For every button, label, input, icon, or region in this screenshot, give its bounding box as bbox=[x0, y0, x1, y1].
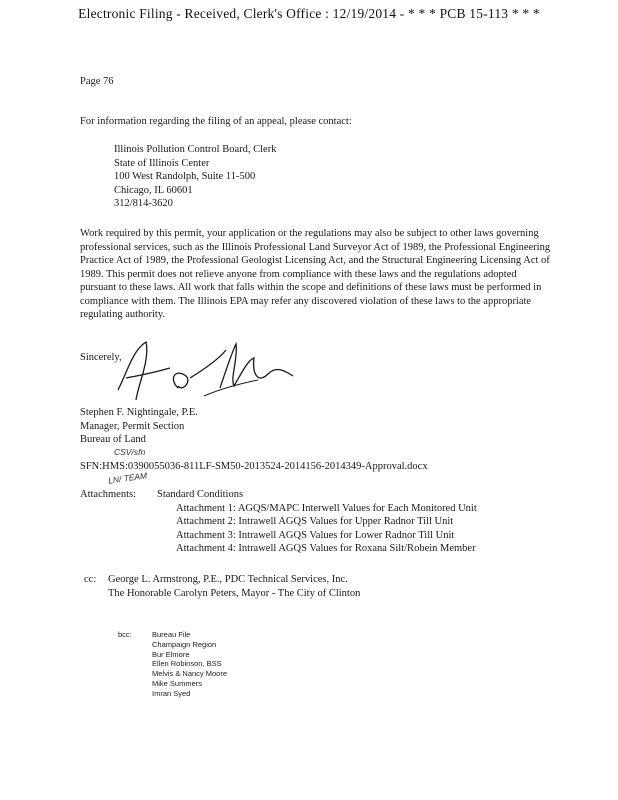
bcc-name: Melvis & Nancy Moore bbox=[152, 669, 228, 679]
bcc-name: Bureau File bbox=[152, 630, 191, 639]
attachment-item: Attachment 1: AGQS/MAPC Interwell Values for Each Monitored Unit bbox=[176, 502, 477, 514]
attachments-block bbox=[80, 488, 477, 556]
appeal-intro: For information regarding the filing of an appeal, please contact: bbox=[80, 116, 352, 127]
cc-block bbox=[84, 573, 360, 600]
professional-services-notice: Work required by this permit, your application or the regulations may also be subject to other laws governing professional services, such as the Illinois Professional Land Surveyor Act of 1989, the Professional Engineering Practice Act of 1989, the Professional Geologist Licensing Act, and the Structural Engineering Licensing Act of 1989. This permit does not relieve anyone from compliance with these laws and the regulations adopted pursuant to these laws. All work that falls within the scope and definitions of these laws must be performed in compliance with them. The Illinois EPA may refer any discovered violation of these laws to the appropriate regulating authority. bbox=[80, 228, 551, 320]
handwritten-note: LN/ TEAM bbox=[107, 470, 148, 486]
signer-title: Manager, Permit Section bbox=[80, 420, 185, 432]
bcc-list bbox=[152, 630, 227, 699]
address-line: 100 West Randolph, Suite 11-500 bbox=[114, 171, 256, 182]
attachment-item: Standard Conditions bbox=[157, 489, 244, 500]
attachment-item: Attachment 4: Intrawell AGQS Values for Roxana Silt/Robein Member bbox=[176, 543, 476, 554]
bcc-name: Bur Elmore bbox=[152, 649, 190, 659]
address-line: Illinois Pollution Control Board, Clerk bbox=[114, 144, 277, 155]
signer-bureau: Bureau of Land bbox=[80, 434, 146, 445]
bcc-name: Champaign Region bbox=[152, 639, 217, 649]
attachments-label: Attachments: bbox=[80, 489, 136, 500]
filing-stamp-header: Electronic Filing - Received, Clerk's Office : 12/19/2014 - * * * PCB 15-113 * * * bbox=[78, 6, 540, 21]
salutation: Sincerely, bbox=[80, 352, 122, 363]
signer-block bbox=[80, 406, 198, 447]
bcc-block bbox=[118, 630, 227, 699]
page-number: Page 76 bbox=[80, 76, 114, 87]
address-line: 312/814-3620 bbox=[114, 198, 173, 209]
cc-list bbox=[108, 573, 360, 600]
cc-line: The Honorable Carolyn Peters, Mayor - The City of Clinton bbox=[108, 587, 361, 599]
address-block bbox=[114, 143, 276, 211]
bcc-name: Mike Summers bbox=[152, 678, 203, 688]
bcc-name: Ellen Robinson, BSS bbox=[152, 659, 222, 669]
signer-name: Stephen F. Nightingale, P.E. bbox=[80, 407, 198, 418]
cc-label: cc: bbox=[84, 574, 97, 585]
address-line: State of Illinois Center bbox=[114, 157, 210, 169]
handwritten-initials: CSV/sfn bbox=[114, 447, 146, 457]
address-line: Chicago, IL 60601 bbox=[114, 184, 193, 196]
bcc-name: Imran Syed bbox=[152, 688, 191, 698]
bcc-label: bcc: bbox=[118, 630, 132, 639]
attachment-item: Attachment 3: Intrawell AGQS Values for Lower Radnor Till Unit bbox=[176, 529, 455, 541]
attachment-item: Attachment 2: Intrawell AGQS Values for Upper Radnor Till Unit bbox=[176, 516, 454, 527]
attachments-list bbox=[157, 488, 477, 556]
file-reference: SFN:HMS:0390055036-811LF-SM50-2013524-2014156-2014349-Approval.docx bbox=[80, 461, 428, 472]
handwritten-signature bbox=[108, 330, 308, 410]
cc-line: George L. Armstrong, P.E., PDC Technical Services, Inc. bbox=[108, 574, 348, 585]
